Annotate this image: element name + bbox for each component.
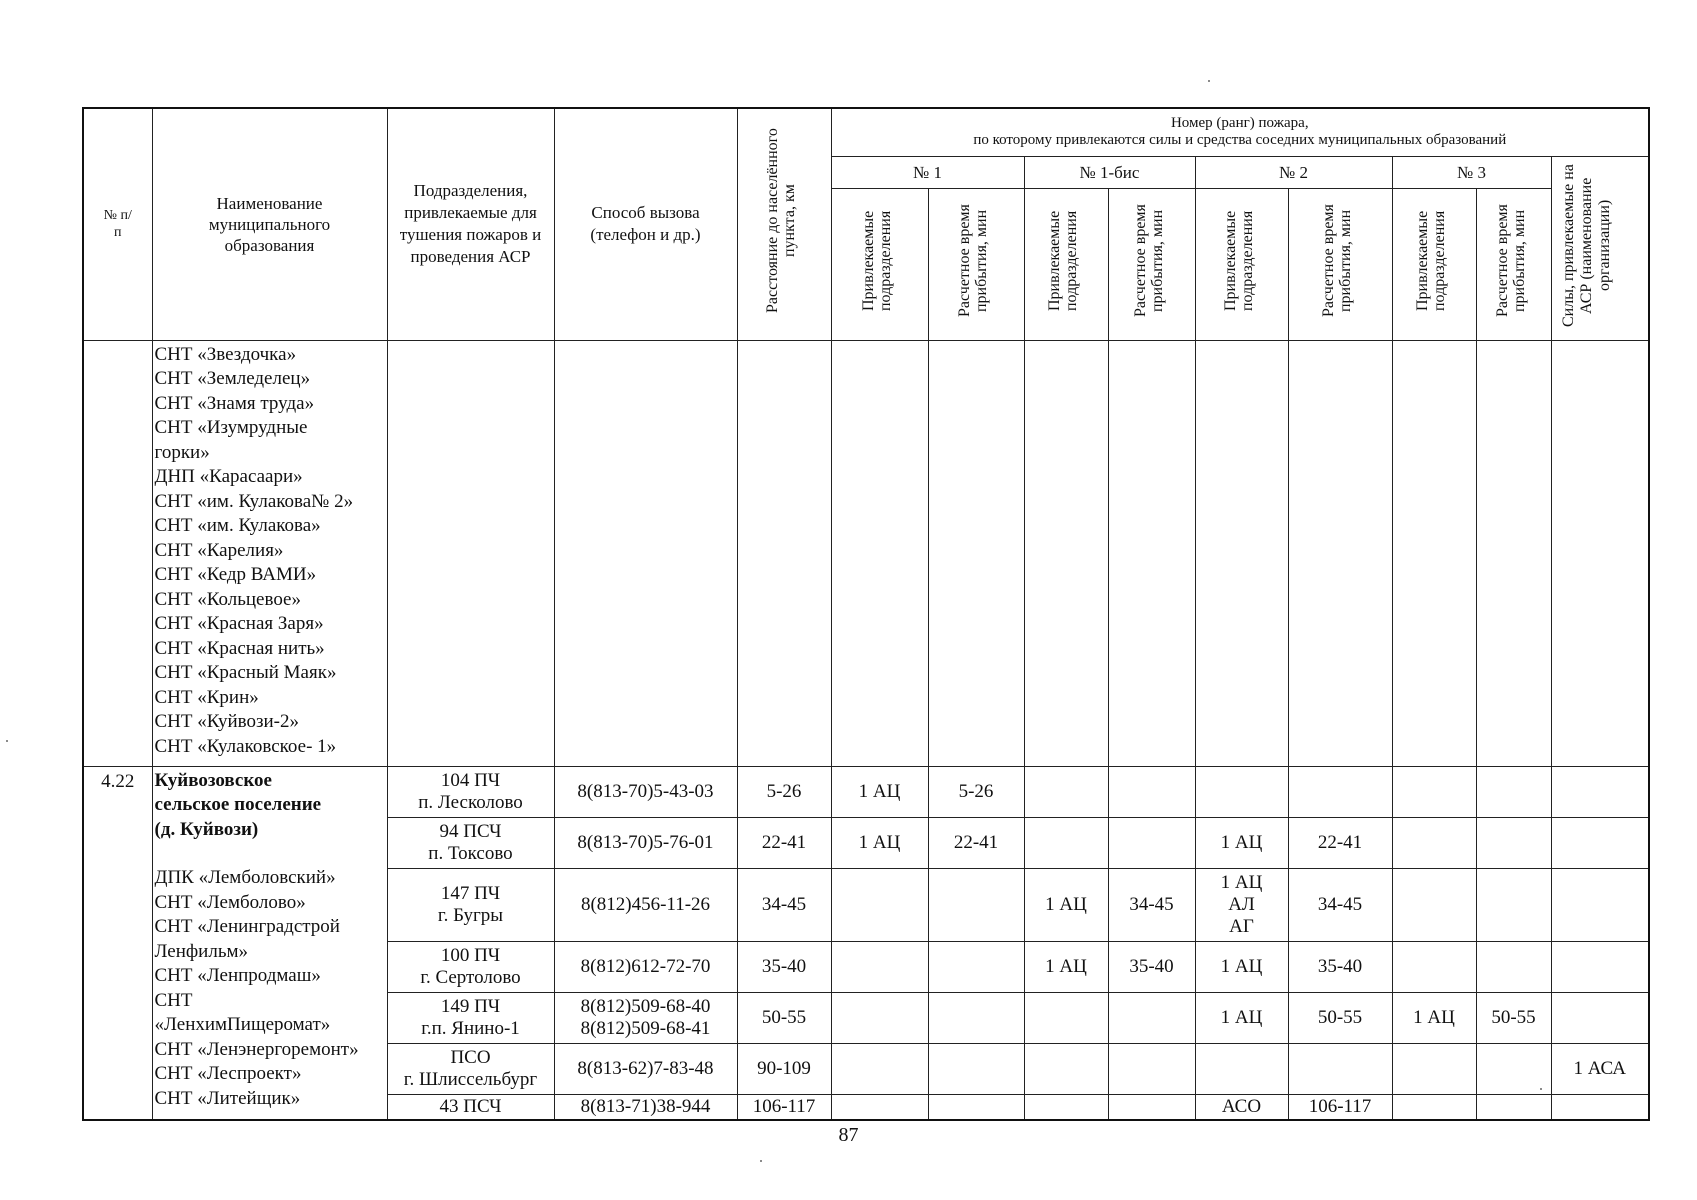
scan-speck (760, 1160, 762, 1162)
cell-line: 8(812)612-72-70 (580, 955, 711, 977)
rank1bis-unit-cell (1024, 1043, 1108, 1094)
rank2-unit-cell (1195, 1043, 1288, 1094)
cell-text: 50-55 (1317, 1006, 1363, 1028)
distance-cell (737, 1043, 831, 1094)
header-rank3: № 3 (1392, 156, 1551, 188)
header-r2-attracted-label: Привлекаемые подразделения (1221, 210, 1256, 312)
distance-cell (737, 766, 831, 817)
rank1-time-cell (928, 766, 1024, 817)
rank1bis-time-cell (1108, 1094, 1195, 1120)
cell-text: 90-109 (757, 1057, 811, 1079)
cell-text: 5-26 (766, 780, 802, 802)
asr-cell (1551, 941, 1649, 992)
settlement-name: СНТ «Красная нить» (154, 637, 325, 659)
cell-line: 1 АЦ (1220, 1006, 1263, 1028)
rank2-unit-cell (1195, 868, 1288, 941)
asr-cell (1551, 817, 1649, 868)
cell-line: 43 ПСЧ (439, 1095, 502, 1117)
header-r1-attracted-label: Привлекаемые подразделения (859, 210, 894, 312)
rank1bis-time-cell (1108, 817, 1195, 868)
rank1-unit-cell (831, 1043, 928, 1094)
header-r1-arrival-label: Расчетное время прибытия, мин (956, 204, 990, 318)
asr-cell (1551, 992, 1649, 1043)
settlement-name: ДНП «Карасаари» (154, 466, 303, 487)
rank1-unit-cell (831, 766, 928, 817)
asr-cell (1551, 1043, 1649, 1094)
rank3-time-cell (1476, 1043, 1551, 1094)
cell-line: 1 АЦ (1220, 871, 1263, 893)
cell-line: 147 ПЧ (440, 882, 501, 904)
rank1-time-cell (928, 1043, 1024, 1094)
header-rank1: № 1 (831, 156, 1024, 188)
empty-cell (1024, 340, 1108, 766)
phone-cell (554, 766, 737, 817)
rank1-unit-cell (831, 941, 928, 992)
empty-cell (554, 340, 737, 766)
cell-line: 8(812)509-68-40 (580, 995, 711, 1017)
cell-line: г. Бугры (437, 904, 504, 926)
unit-cell (387, 766, 554, 817)
cell-line: АГ (1229, 915, 1254, 937)
rank3-unit-cell (1392, 992, 1476, 1043)
cell-text: 106-117 (1308, 1095, 1372, 1117)
phone-cell (554, 1043, 737, 1094)
cell-text: 35-40 (1317, 955, 1363, 977)
empty-cell (1551, 340, 1649, 766)
header-call: Способ вызова (телефон и др.) (554, 108, 737, 340)
header-asr (1551, 156, 1649, 340)
phone-cell (554, 817, 737, 868)
cell-text: 50-55 (761, 1006, 807, 1028)
rank1bis-time-cell (1108, 868, 1195, 941)
settlement-name: СНТ «Куйвози-2» (154, 711, 300, 732)
cell-line: 1 АЦ (858, 780, 901, 802)
distance-cell (737, 817, 831, 868)
empty-cell (1288, 340, 1392, 766)
settlement-name: СНТ «Литейщик» (154, 1087, 301, 1109)
cell-line: г. Сертолово (420, 966, 521, 988)
asr-cell (1551, 1094, 1649, 1120)
settlement-name: СНТ «Звездочка» (154, 343, 297, 365)
cell-line: АЛ (1228, 893, 1255, 915)
phone-cell (554, 941, 737, 992)
cell-line: г. Шлиссельбург (403, 1068, 538, 1090)
scan-speck (1540, 1088, 1542, 1090)
settlement-name: СНТ «Изумрудные (154, 417, 308, 438)
rank2-time-cell (1288, 941, 1392, 992)
rank1-unit-cell (831, 992, 928, 1043)
header-units: Подразделения, привлекаемые для тушения пожаров и проведения АСР (387, 108, 554, 340)
rank1-unit-cell (831, 1094, 928, 1120)
settlement-name: СНТ «им. Кулакова№ 2» (154, 490, 354, 512)
unit-cell (387, 868, 554, 941)
header-r2-arrival (1288, 188, 1392, 340)
settlement-name: СНТ «Кедр ВАМИ» (154, 564, 317, 585)
header-rank-line2: по которому привлекаются силы и средства соседних муниципальных образований (973, 132, 1507, 149)
rank2-unit-cell (1195, 1094, 1288, 1120)
cell-line: 149 ПЧ (440, 995, 501, 1017)
scan-speck (6, 740, 8, 742)
empty-cell (387, 340, 554, 766)
distance-cell (737, 868, 831, 941)
cell-line: 94 ПСЧ (439, 820, 502, 842)
settlement-name: СНТ «Знамя труда» (154, 392, 315, 414)
rank1bis-unit-cell (1024, 817, 1108, 868)
rank2-time-cell (1288, 868, 1392, 941)
rank3-time-cell (1476, 941, 1551, 992)
spacer (155, 842, 387, 866)
cell-line: 8(813-70)5-43-03 (577, 780, 714, 802)
settlement-name: СНТ «Лемболово» (154, 891, 306, 913)
rank1-time-cell (928, 868, 1024, 941)
header-distance-label: Расстояние до населённого пункта, км (764, 128, 798, 314)
header-rank (831, 108, 1649, 156)
rank3-time-cell (1476, 992, 1551, 1043)
empty-cell (1195, 340, 1288, 766)
cell-line: 1 АЦ (1045, 893, 1087, 915)
rank1bis-time-cell (1108, 766, 1195, 817)
cell-text: 34-45 (1129, 893, 1174, 915)
unit-cell (387, 817, 554, 868)
header-r1b-arrival-label: Расчетное время прибытия, мин (1131, 204, 1166, 318)
cell-line: 1 АЦ (1220, 831, 1263, 853)
section-title: (д. Куйвози) (154, 818, 259, 840)
header-name: Наименование муниципального образования (152, 108, 387, 340)
header-r2-arrival-label: Расчетное время прибытия, мин (1320, 204, 1354, 318)
settlement-name: ДПК «Лемболовский» (154, 867, 336, 888)
cell-line: 1 АЦ (1045, 955, 1087, 977)
rank3-time-cell (1476, 766, 1551, 817)
rank1-unit-cell (831, 817, 928, 868)
cell-text: 5-26 (958, 780, 994, 802)
empty-cell (1108, 340, 1195, 766)
section-title: сельское поселение (154, 794, 322, 815)
empty-cell (1392, 340, 1476, 766)
settlement-name: СНТ «Карелия» (154, 539, 284, 561)
cell-line: 8(813-71)38-944 (580, 1095, 711, 1117)
rank2-unit-cell (1195, 817, 1288, 868)
cell-text: 106-117 (752, 1095, 816, 1117)
cell-line: 8(812)509-68-41 (580, 1017, 711, 1039)
settlement-name: горки» (154, 441, 210, 463)
header-r3-attracted-label: Привлекаемые подразделения (1414, 210, 1448, 312)
header-r1-attracted (831, 188, 928, 340)
phone-cell (554, 992, 737, 1043)
continued-names-list (152, 340, 387, 766)
settlement-name: СНТ «Красный Маяк» (154, 662, 337, 683)
scan-speck (1208, 80, 1210, 82)
page-number: 87 (838, 1124, 859, 1146)
rank1-unit-cell (831, 868, 928, 941)
unit-cell (387, 1094, 554, 1120)
header-r1b-arrival (1108, 188, 1195, 340)
cell-line: 1 АЦ (1220, 955, 1263, 977)
unit-cell (387, 941, 554, 992)
continued-row (83, 340, 1649, 766)
rank1-time-cell (928, 1094, 1024, 1120)
fire-forces-table (82, 107, 1650, 1121)
distance-cell (737, 941, 831, 992)
rank1bis-unit-cell (1024, 868, 1108, 941)
cell-line: 8(813-62)7-83-48 (577, 1057, 714, 1079)
rank2-unit-cell (1195, 941, 1288, 992)
header-rank2: № 2 (1195, 156, 1392, 188)
cell-line: п. Лесколово (418, 791, 523, 813)
rank1-time-cell (928, 817, 1024, 868)
rank3-unit-cell (1392, 941, 1476, 992)
cell-text: 34-45 (1317, 893, 1363, 915)
cell-text: 34-45 (761, 893, 807, 915)
cell-line: 104 ПЧ (440, 769, 501, 791)
rank3-unit-cell (1392, 868, 1476, 941)
rank3-unit-cell (1392, 766, 1476, 817)
settlement-name: СНТ (154, 989, 193, 1011)
cell-text: 1 АСА (1573, 1057, 1627, 1079)
cell-text: 35-40 (1129, 955, 1174, 977)
header-r1-arrival (928, 188, 1024, 340)
settlement-name: СНТ «Крин» (154, 686, 259, 708)
header-num: № п/п (83, 108, 152, 340)
empty-cell (831, 340, 928, 766)
settlement-name: СНТ «Земледелец» (154, 368, 311, 389)
cell-line: 100 ПЧ (440, 944, 501, 966)
header-rank1bis: № 1-бис (1024, 156, 1195, 188)
unit-cell (387, 1043, 554, 1094)
section-number: 4.22 (83, 766, 152, 1120)
rank3-unit-cell (1392, 1094, 1476, 1120)
settlement-name: СНТ «Кулаковское- 1» (154, 735, 337, 757)
rank1-time-cell (928, 992, 1024, 1043)
rank2-time-cell (1288, 1094, 1392, 1120)
phone-cell (554, 1094, 737, 1120)
cell-line: ПСО (450, 1046, 491, 1068)
distance-cell (737, 1094, 831, 1120)
cell-line: 8(813-70)5-76-01 (577, 831, 714, 853)
cell-line: 1 АЦ (858, 831, 901, 853)
section-title: Куйвозовское (154, 769, 272, 791)
header-r3-arrival (1476, 188, 1551, 340)
settlement-name: «ЛенхимПищеромат» (154, 1014, 331, 1035)
asr-cell (1551, 766, 1649, 817)
cell-text: 22-41 (1317, 831, 1363, 853)
cell-text: 50-55 (1491, 1006, 1536, 1028)
rank1bis-unit-cell (1024, 766, 1108, 817)
settlement-name: СНТ «им. Кулакова» (154, 515, 321, 536)
empty-cell (928, 340, 1024, 766)
cell-text: 22-41 (761, 831, 807, 853)
settlement-name: СНТ «Ленэнергоремонт» (154, 1038, 359, 1060)
rank1bis-time-cell (1108, 1043, 1195, 1094)
cell-line: АСО (1221, 1095, 1262, 1117)
rank1-time-cell (928, 941, 1024, 992)
rank1bis-time-cell (1108, 992, 1195, 1043)
rank2-time-cell (1288, 766, 1392, 817)
cell-line: 1 АЦ (1413, 1006, 1455, 1028)
header-r1b-attracted-label: Привлекаемые подразделения (1046, 210, 1080, 312)
empty-cell (1476, 340, 1551, 766)
distance-cell (737, 992, 831, 1043)
header-r2-attracted (1195, 188, 1288, 340)
cell-text: 22-41 (953, 831, 999, 853)
header-r3-attracted (1392, 188, 1476, 340)
header-r3-arrival-label: Расчетное время прибытия, мин (1493, 204, 1528, 318)
rank1bis-unit-cell (1024, 941, 1108, 992)
table-row (83, 766, 1649, 817)
settlement-name: Ленфильм» (154, 940, 249, 962)
rank2-unit-cell (1195, 992, 1288, 1043)
rank3-unit-cell (1392, 817, 1476, 868)
rank2-time-cell (1288, 817, 1392, 868)
rank3-time-cell (1476, 817, 1551, 868)
unit-cell (387, 992, 554, 1043)
rank1bis-time-cell (1108, 941, 1195, 992)
settlement-name: СНТ «Красная Заря» (154, 613, 324, 634)
settlement-name: СНТ «Ленпродмаш» (154, 965, 321, 986)
header-r1b-attracted (1024, 188, 1108, 340)
rank1bis-unit-cell (1024, 992, 1108, 1043)
rank1bis-unit-cell (1024, 1094, 1108, 1120)
rank3-time-cell (1476, 1094, 1551, 1120)
cell-text: 35-40 (761, 955, 807, 977)
continued-num (83, 340, 152, 766)
phone-cell (554, 868, 737, 941)
rank3-unit-cell (1392, 1043, 1476, 1094)
header-asr-label: Силы, привлекаемые на АСР (наименование организации) (1559, 163, 1613, 327)
header-rank-line1: Номер (ранг) пожара, (1170, 115, 1309, 132)
rank2-time-cell (1288, 1043, 1392, 1094)
asr-cell (1551, 868, 1649, 941)
settlement-name: СНТ «Кольцевое» (154, 588, 301, 610)
rank2-unit-cell (1195, 766, 1288, 817)
empty-cell (737, 340, 831, 766)
rank3-time-cell (1476, 868, 1551, 941)
rank2-time-cell (1288, 992, 1392, 1043)
cell-line: п. Токсово (428, 842, 513, 864)
settlement-name: СНТ «Леспроект» (154, 1063, 302, 1084)
settlement-name: СНТ «Ленинградстрой (154, 916, 340, 937)
header-distance (737, 108, 831, 340)
cell-line: г.п. Янино-1 (421, 1017, 520, 1039)
cell-line: 8(812)456-11-26 (580, 893, 711, 915)
section-names (152, 766, 387, 1120)
